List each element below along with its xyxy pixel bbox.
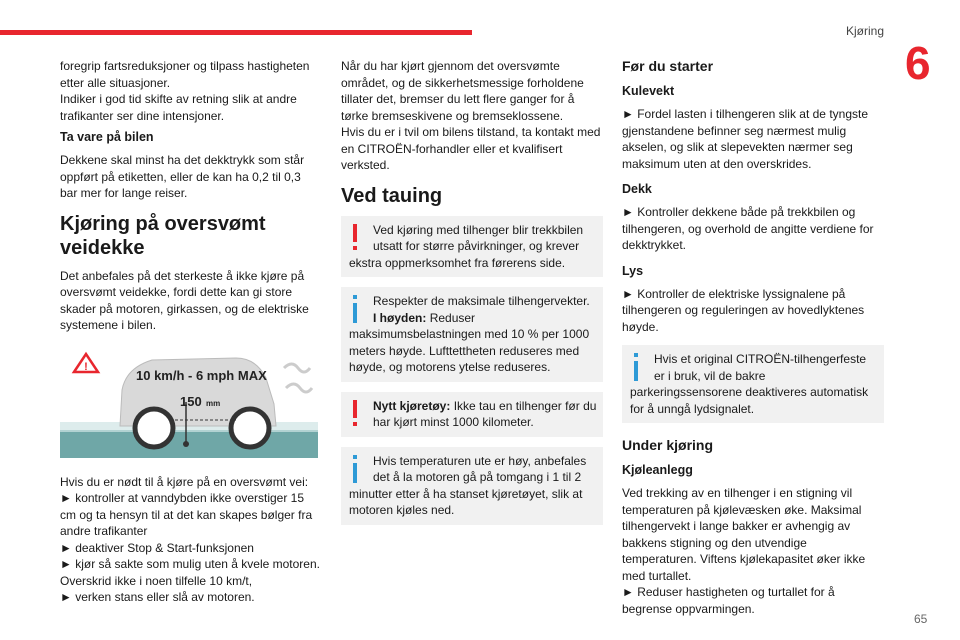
flood-illustration xyxy=(60,344,318,462)
column-3 xyxy=(622,58,884,627)
depth-unit: mm xyxy=(206,398,221,408)
heading-during-driving: Under kjøring xyxy=(622,437,714,453)
flood-instructions: Hvis du er nødt til å kjøre på en oversvømt vei: ► kontroller at vanndybden ikke overstiger 15 cm og ta hensyn til at det kan skapes bølger fra andre trafikanter ► deaktiver Stop & Start-funksjonen ► kjør så sakte som mulig uten å kvele motoren. Overskrid ikke i noen tilfelle 10 km/t, ► verken stans eller slå av motoren. xyxy=(60,474,320,604)
front-wheel xyxy=(135,409,173,447)
paragraph: Når du har kjørt gjennom det oversvømte området, og de sikkerhetsmessige forholdene tillater det, bremser du lett flere ganger for å tørke bremseskivene og bremseklossene. Hvis du er i tvil om bilens tilstand, ta kontakt med en CITROËN-forhandler eller et kvalifisert verksted. xyxy=(341,59,601,172)
info-note: Respekter de maksimale tilhengervekter. I høyden: Reduser maksimumsbelastningen med 10 % per 1000 meters høyde. Lufttettheten reduseres med høyde, og motorens ytelse reduseres. xyxy=(341,287,603,382)
paragraph: Ved trekking av en tilhenger i en stigning vil temperaturen på kjølevæsken øke. Maksimal tilhengervekt i lange bakker er avhengig av bakkens stigning og den utvendige temperaturen. Viftens kjølekapasitet øker ikke med turtallet. ► Reduser hastigheten og turtallet for å begrense oppvarmingen. xyxy=(622,486,866,616)
bullet-item: ► verken stans eller slå av motoren. xyxy=(60,590,255,604)
heading-flooded-road: Kjøring på oversvømt veidekke xyxy=(60,212,266,259)
info-note: Hvis temperaturen ute er høy, anbefales det å la motoren gå på tomgang i 1 til 2 minutter etter å ha stanset kjøretøyet, slik at motoren kjøles ned. xyxy=(341,447,603,525)
spray-icon xyxy=(286,384,312,392)
subheading-car-care: Ta vare på bilen xyxy=(60,130,154,144)
paragraph: Det anbefales på det sterkeste å ikke kjøre på oversvømt veidekke, fordi dette kan gi store skader på motoren, girkassen, og de elektriske systemene i bilen. xyxy=(60,268,309,332)
depth-marker-end xyxy=(183,441,189,447)
bullet-item: ► deaktiver Stop & Start-funksjonen xyxy=(60,540,254,555)
depth-value: 150 xyxy=(180,393,202,409)
column-1 xyxy=(60,58,320,616)
warning-icon xyxy=(349,400,363,428)
info-icon xyxy=(349,295,363,323)
paragraph: ► Kontroller dekkene både på trekkbilen og tilhengeren, og overhold de angitte verdiene for dekktrykket. xyxy=(622,205,874,252)
section-title: Kjøring xyxy=(846,24,885,38)
speed-limit-label: 10 km/h - 6 mph MAX xyxy=(136,367,267,383)
warning-note: Ved kjøring med tilhenger blir trekkbilen utsatt for større påvirkninger, og krever ekstra oppmerksomhet fra førerens side. xyxy=(341,216,603,278)
page-number: 65 xyxy=(914,612,928,626)
warning-mark: ! xyxy=(84,360,88,373)
paragraph: ► Kontroller de elektriske lyssignalene på tilhengeren og reguleringen av hovedlyktenes høyde. xyxy=(622,286,865,334)
subheading-ball: Kulevekt xyxy=(622,84,675,98)
chapter-number: 6 xyxy=(905,37,931,89)
bullet-item: ► kjør så sakte som mulig uten å kvele motoren. Overskrid ikke i noen tilfelle 10 km/t, xyxy=(60,557,320,588)
warning-note: Nytt kjøretøy: Ikke tau en tilhenger før du har kjørt minst 1000 kilometer. xyxy=(341,392,603,437)
heading-towing: Ved tauing xyxy=(341,184,443,207)
paragraph: Dekkene skal minst ha det dekktrykk som står oppført på etiketten, eller de kan ha 0,2 til 0,3 bar mer for lange reiser. xyxy=(60,153,305,200)
warning-icon xyxy=(349,224,363,252)
subheading-cooling: Kjøleanlegg xyxy=(622,463,693,477)
paragraph: ► Fordel lasten i tilhengeren slik at de tyngste gjenstandene befinner seg nærmest mulig akselen, og slik at slepevekten nærmer seg maksimum uten at den overskrides. xyxy=(622,107,869,171)
info-icon xyxy=(630,353,644,381)
spray-icon xyxy=(284,364,310,372)
info-note: Hvis et original CITROËN-tilhengerfeste er i bruk, vil de bakre parkeringssensorene deaktiveres automatisk for å unngå lydsignalet. xyxy=(622,345,884,423)
bullet-item: ► kontroller at vanndybden ikke overstiger 15 cm og ta hensyn til at det kan skapes bølger fra andre trafikanter xyxy=(60,491,313,538)
paragraph: foregrip fartsreduksjoner og tilpass hastigheten etter alle situasjoner. Indiker i god tid skifte av retning slik at andre trafikanter ser dine intensjoner. xyxy=(60,59,310,123)
rear-wheel xyxy=(231,409,269,447)
info-icon xyxy=(349,455,363,483)
heading-before-start: Før du starter xyxy=(622,58,714,74)
column-2 xyxy=(341,58,603,535)
top-accent-bar xyxy=(0,30,472,35)
subheading-lights: Lys xyxy=(622,263,644,278)
subheading-tyres: Dekk xyxy=(622,182,652,196)
